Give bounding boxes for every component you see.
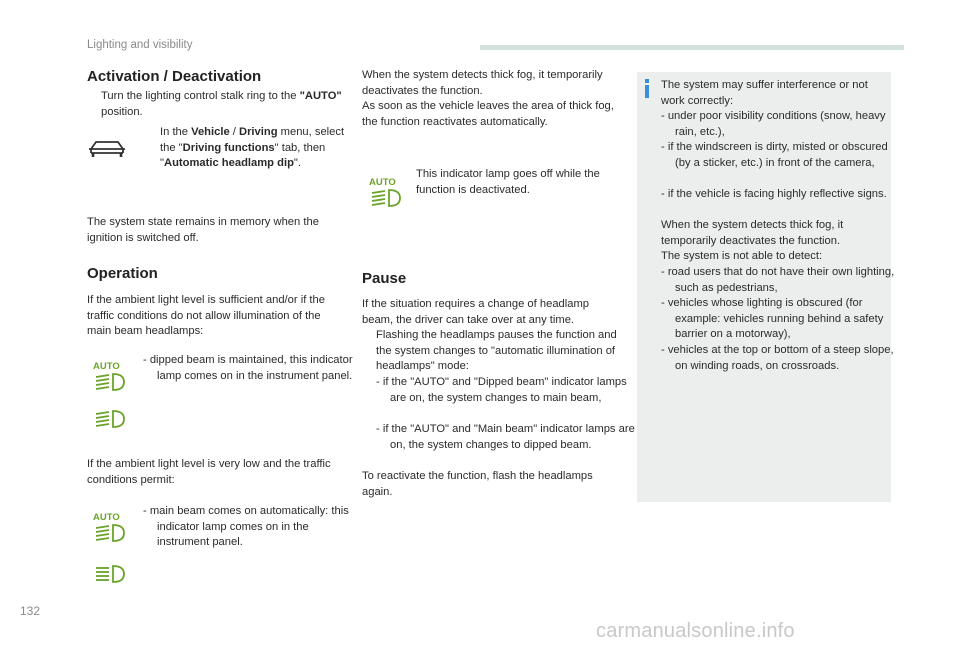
svg-text:AUTO: AUTO: [369, 177, 396, 188]
dipped-beam-icon: [92, 409, 128, 429]
header-bar: [480, 45, 904, 50]
auto-dipped-beam-icon: [92, 360, 128, 392]
activation-step-1: Turn the lighting control stalk ring to the "AUTO" position.: [101, 90, 342, 118]
info-fog-text: When the system detects thick fog, it temporarily deactivates the function.: [661, 219, 844, 247]
info-icon: [645, 79, 649, 98]
info-not-able-2: - vehicles whose lighting is obscured (for example: vehicles running behind a safety barrier on a motorway),: [661, 297, 884, 341]
pause-dash-2: - if the "AUTO" and "Main beam" indicator lamps are on, the system changes to dipped beam.: [376, 423, 635, 451]
fog-text: When the system detects thick fog, it temporarily deactivates the function.: [362, 69, 603, 97]
fog-leaves-text: As soon as the vehicle leaves the area of thick fog, the function reactivates automatically.: [362, 100, 614, 128]
info-not-able-1: - road users that do not have their own lighting, such as pedestrians,: [661, 266, 895, 294]
dipped-beam-text: - dipped beam is maintained, this indicator lamp comes on in the instrument panel.: [143, 354, 353, 382]
info-not-able-3: - vehicles at the top or bottom of a steep slope, on winding roads, on crossroads.: [661, 344, 894, 372]
pause-dash-1: - if the "AUTO" and "Dipped beam" indicator lamps are on, the system changes to main beam,: [376, 376, 627, 404]
operation-intro: If the ambient light level is sufficient and/or if the traffic conditions do not allow illumination of the main beam headlamps:: [87, 294, 325, 338]
info-intro: The system may suffer interference or not work correctly:: [661, 79, 868, 107]
info-not-able: The system is not able to detect:: [661, 250, 823, 262]
section-title: Lighting and visibility: [87, 39, 193, 51]
low-light-text: If the ambient light level is very low and the traffic conditions permit:: [87, 458, 331, 486]
info-item-2: - if the windscreen is dirty, misted or obscured (by a sticker, etc.) in front of the camera,: [661, 141, 888, 169]
svg-text:AUTO: AUTO: [93, 361, 120, 372]
auto-lamp-icon: [368, 176, 404, 208]
car-icon: [87, 138, 127, 160]
auto-main-beam-icon: [92, 511, 128, 543]
operation-heading: Operation: [87, 265, 158, 282]
pause-intro: If the situation requires a change of headlamp beam, the driver can take over at any time.: [362, 298, 590, 326]
page-number: 132: [20, 604, 41, 618]
activation-step-2: In the Vehicle / Driving menu, select the "Driving functions" tab, then "Automatic headlamp dip".: [160, 126, 345, 170]
svg-text:AUTO: AUTO: [93, 512, 120, 523]
main-beam-text: - main beam comes on automatically: this indicator lamp comes on in the instrument panel.: [143, 505, 349, 549]
lamp-off-text: This indicator lamp goes off while the function is deactivated.: [416, 168, 600, 196]
watermark: carmanualsonline.info: [596, 620, 795, 642]
pause-heading: Pause: [362, 270, 407, 287]
pause-reactivate-text: To reactivate the function, flash the headlamps again.: [362, 470, 593, 498]
info-item-1: - under poor visibility conditions (snow, heavy rain, etc.),: [661, 110, 886, 138]
memory-note: The system state remains in memory when the ignition is switched off.: [87, 216, 319, 244]
activation-heading: Activation / Deactivation: [87, 68, 262, 85]
info-item-3: - if the vehicle is facing highly reflective signs.: [661, 188, 887, 200]
pause-flash-text: Flashing the headlamps pauses the function and the system changes to "automatic illumination of headlamps" mode:: [376, 329, 617, 373]
main-beam-icon: [92, 564, 128, 584]
